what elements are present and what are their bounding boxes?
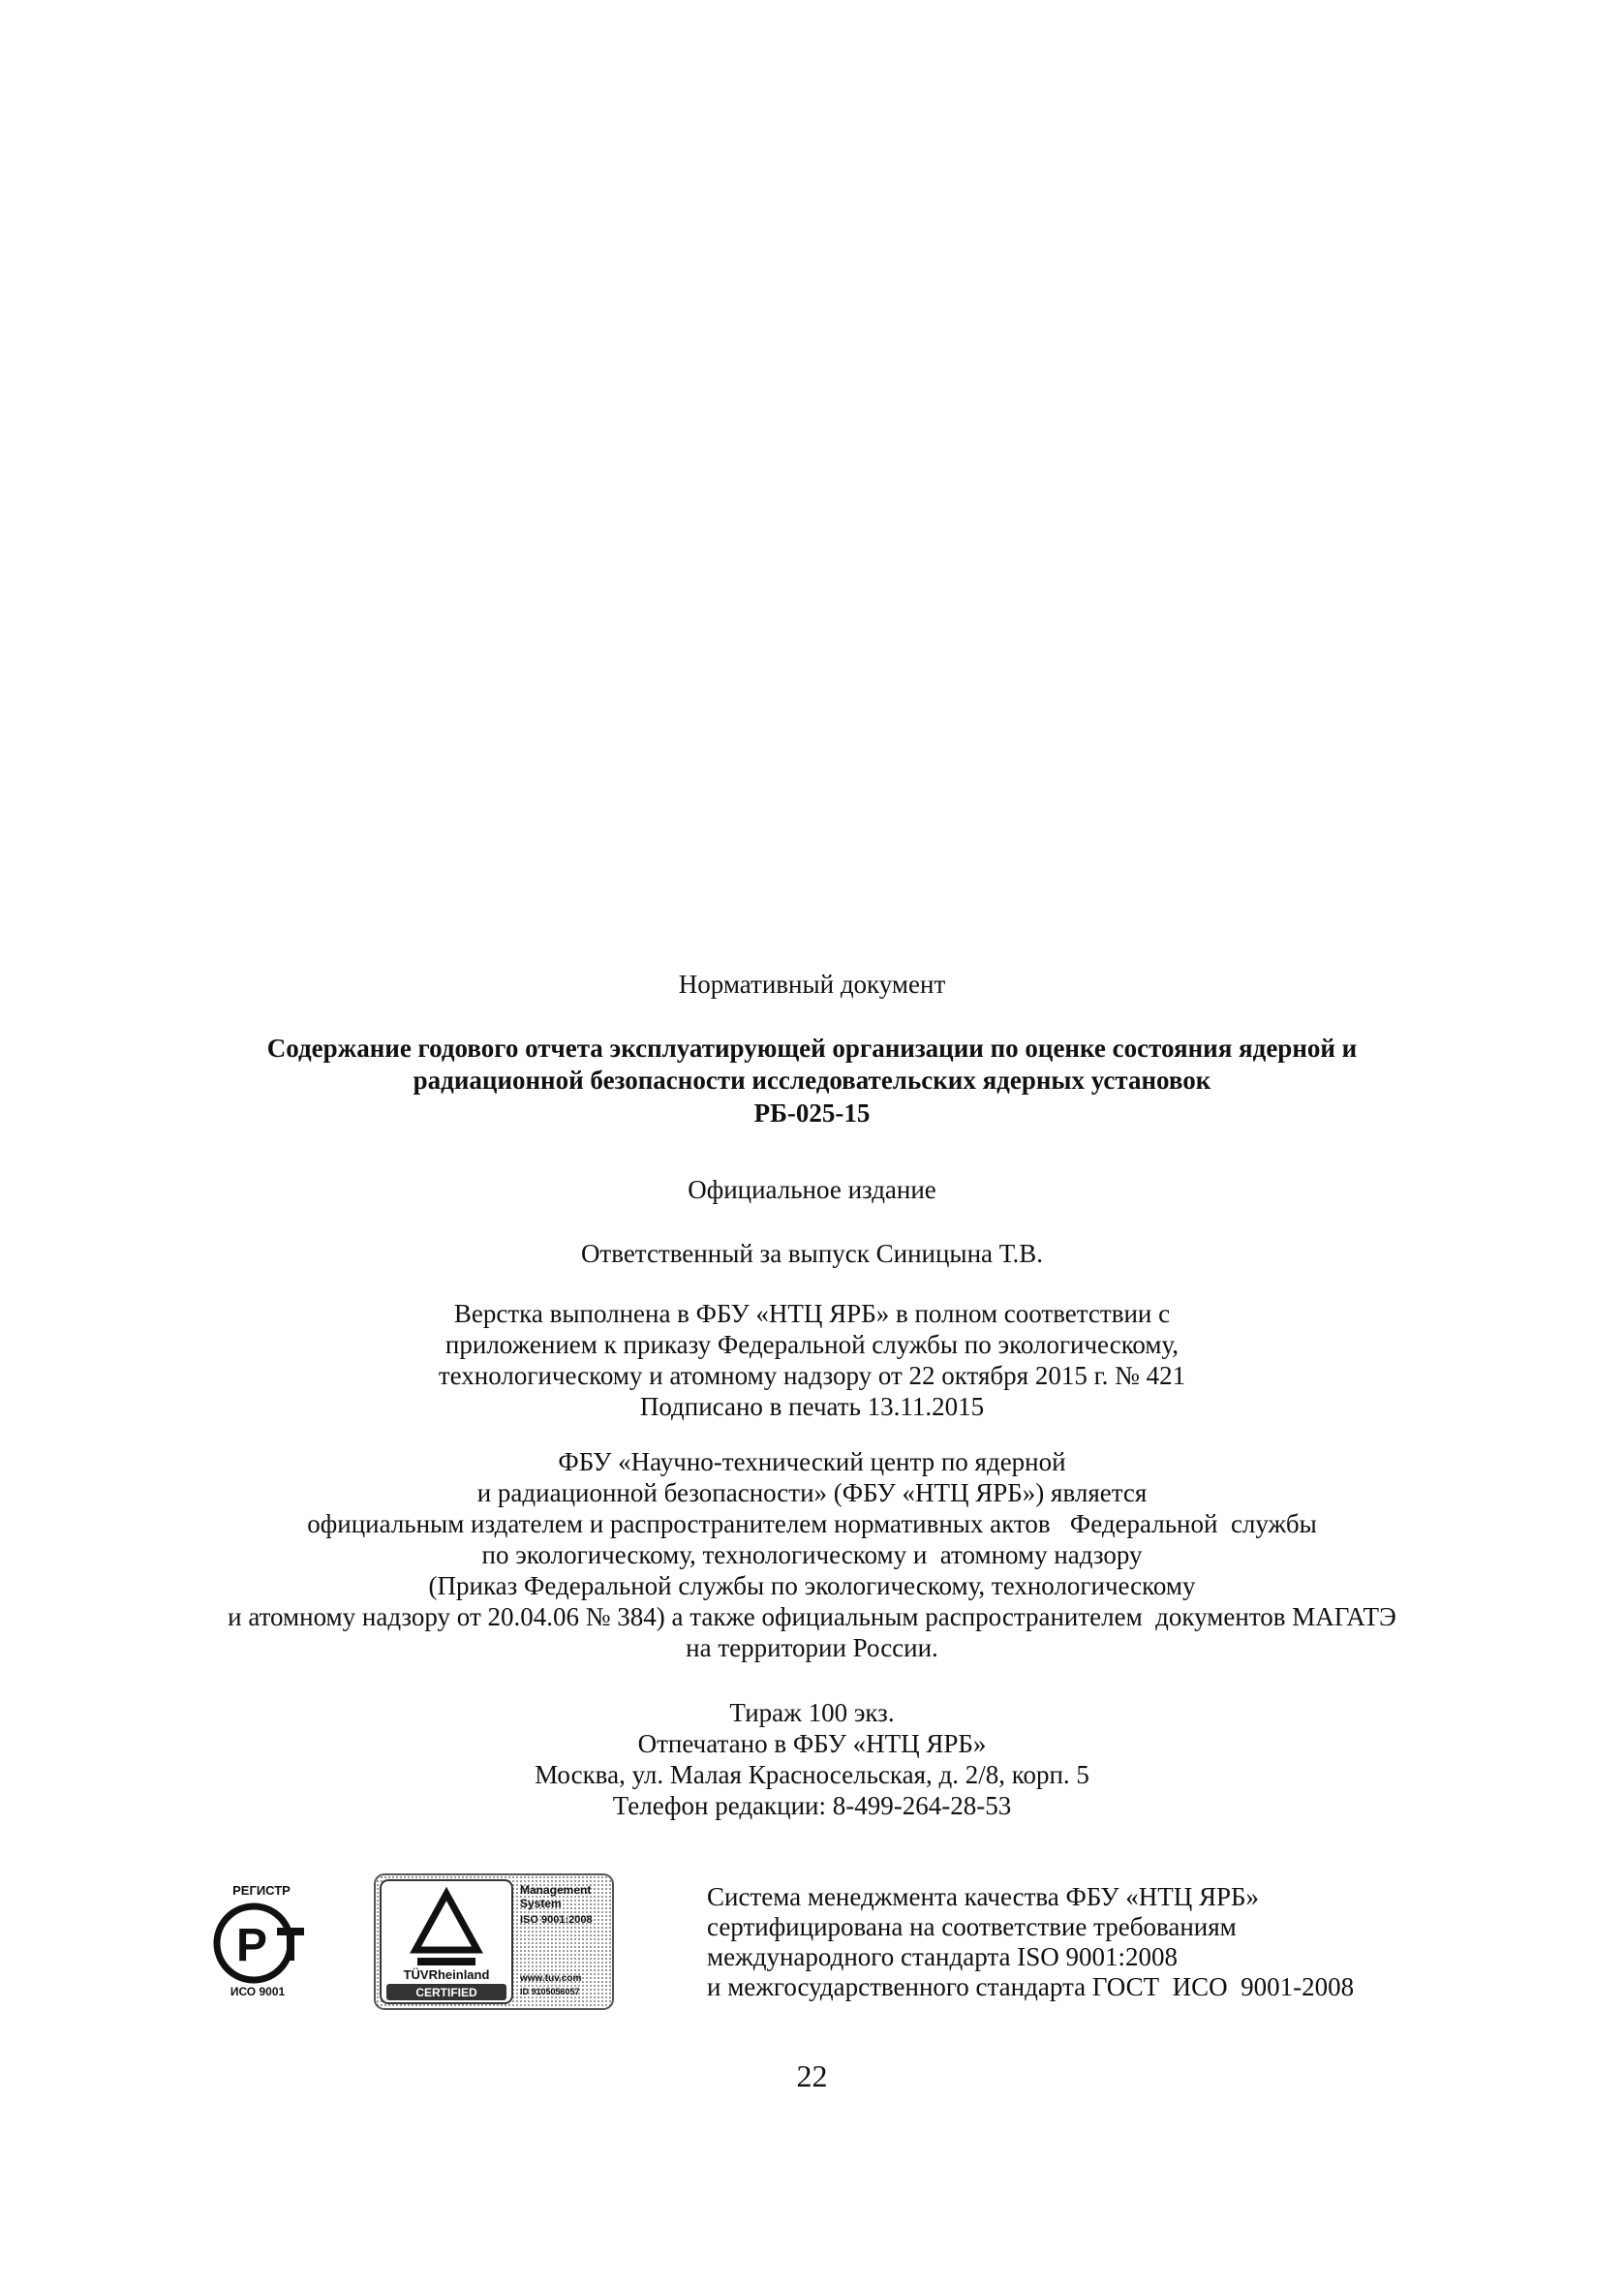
certification-statement — [707, 1882, 1354, 2002]
svg-text:ID 9105056057: ID 9105056057 — [520, 1987, 580, 1996]
svg-text:РЕГИСТР: РЕГИСТР — [232, 1883, 291, 1898]
publisher-line: ФБУ «Научно-технический центр по ядерной — [558, 1447, 1066, 1476]
svg-text:Management: Management — [520, 1883, 592, 1897]
layout-note-line: технологическому и атомному надзору от 22 октября 2015 г. № 421 — [438, 1361, 1186, 1390]
page-number: 22 — [796, 2058, 828, 2093]
print-info-block — [0, 1697, 1624, 1821]
publisher-line: на территории России. — [686, 1633, 938, 1662]
tuv-certification-mark-icon — [373, 1872, 615, 2011]
printed-at-line: Отпечатано в ФБУ «НТЦ ЯРБ» — [637, 1729, 987, 1758]
publisher-block — [0, 1446, 1624, 1663]
svg-text:Р: Р — [235, 1920, 268, 1971]
document-title-line-1: Содержание годового отчета эксплуатирующей организации по оценке состояния ядерной и — [266, 1034, 1358, 1063]
certification-line: и межгосударственного стандарта ГОСТ ИСО 9001-2008 — [707, 1972, 1355, 2001]
publisher-line: и радиационной безопасности» (ФБУ «НТЦ ЯРБ») является — [476, 1478, 1148, 1507]
svg-text:System: System — [520, 1897, 562, 1910]
print-run-line: Тираж 100 экз. — [729, 1698, 895, 1727]
phone-line: Телефон редакции: 8-499-264-28-53 — [612, 1791, 1012, 1820]
svg-text:CERTIFIED: CERTIFIED — [415, 1986, 477, 1999]
publisher-line: (Приказ Федеральной службы по экологическому, технологическому — [428, 1571, 1196, 1600]
publisher-line: официальным издателем и распространителем нормативных актов Федеральной службы — [307, 1509, 1317, 1538]
layout-note-line: приложением к приказу Федеральной службы по экологическому, — [444, 1330, 1180, 1359]
responsible-person: Ответственный за выпуск Синицына Т.В. — [580, 1239, 1044, 1268]
svg-text:ISO 9001:2008: ISO 9001:2008 — [520, 1914, 593, 1926]
svg-text:TÜVRheinland: TÜVRheinland — [403, 1967, 490, 1982]
signed-to-print-line: Подписано в печать 13.11.2015 — [639, 1392, 985, 1421]
certification-line: международного стандарта ISO 9001:2008 — [707, 1942, 1178, 1971]
publisher-line: по экологическому, технологическому и атомному надзору — [481, 1540, 1143, 1569]
rst-certification-mark-icon — [203, 1877, 320, 2003]
document-title-line-2: радиационной безопасности исследовательских ядерных установок — [413, 1066, 1211, 1095]
svg-text:www.tuv.com: www.tuv.com — [520, 1973, 582, 1984]
certification-line: сертифицирована на соответствие требованиям — [707, 1912, 1237, 1941]
certification-line: Система менеджмента качества ФБУ «НТЦ ЯРБ» — [707, 1882, 1260, 1911]
document-kind: Нормативный документ — [678, 970, 946, 999]
layout-note-block — [0, 1298, 1624, 1422]
address-line: Москва, ул. Малая Красносельская, д. 2/8, корп. 5 — [535, 1760, 1089, 1789]
edition-label: Официальное издание — [688, 1175, 936, 1204]
document-code: РБ-025-15 — [753, 1098, 871, 1128]
publisher-line: и атомному надзору от 20.04.06 № 384) а также официальным распространителем документов МАГАТЭ — [228, 1602, 1396, 1631]
layout-note-line: Верстка выполнена в ФБУ «НТЦ ЯРБ» в полном соответствии с — [453, 1299, 1171, 1328]
svg-text:ИСО 9001: ИСО 9001 — [230, 1985, 286, 1998]
